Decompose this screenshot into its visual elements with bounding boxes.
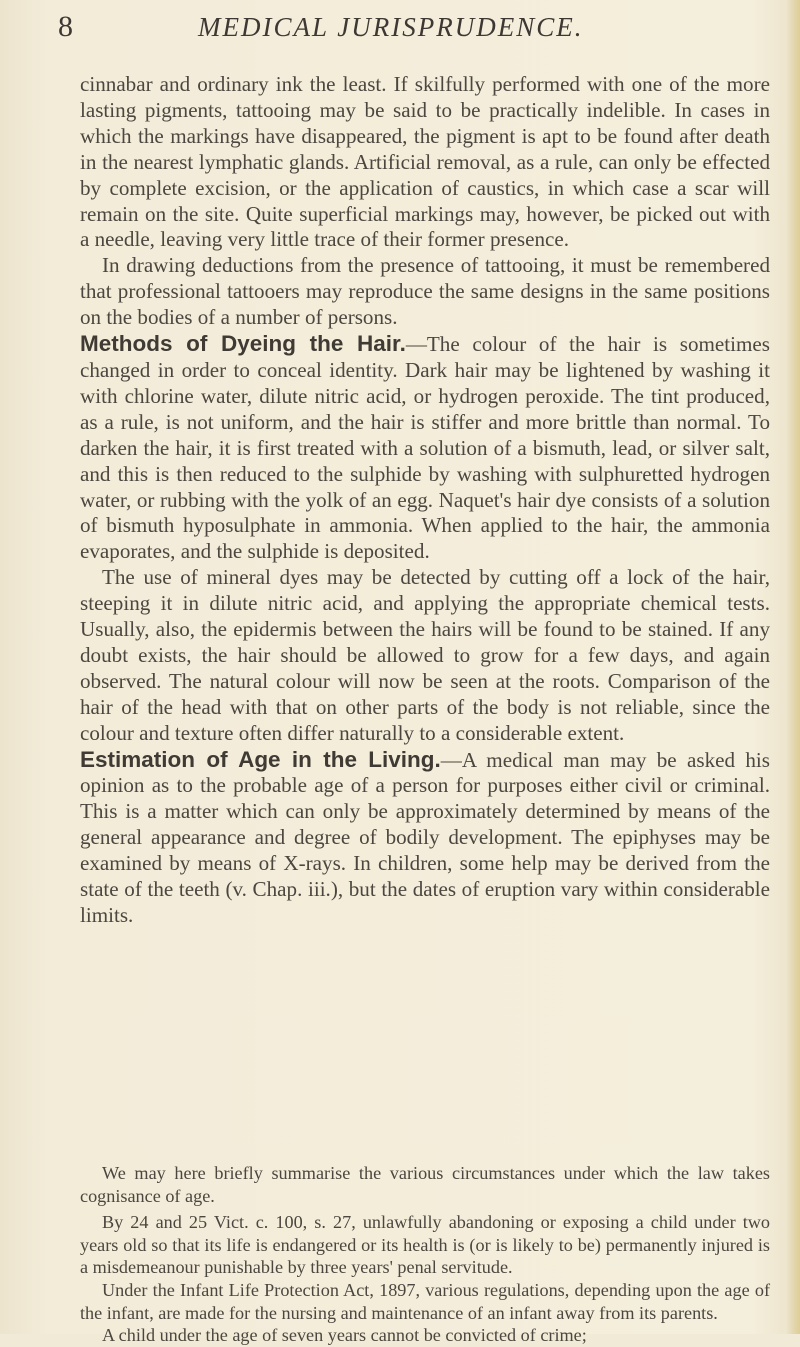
paragraph-age-estimation-text: —A medical man may be asked his opinion as to the probable age of a person for purposes either civil or criminal. This is a matter which can only be approximately determined by means of the general appearance and degree of bodily development. The epiphyses may be examined by means of X-rays. In children, some help may be derived from the state of the teeth (v. Chap. iii.), but the dates of eruption vary within considerable limits. (80, 747, 770, 927)
page-number: 8 (58, 10, 73, 43)
page-header (58, 10, 758, 54)
paragraph-tattoo-deductions: In drawing deductions from the presence of tattooing, it must be remembered that professional tattooers may reproduce the same designs in the same positions on the bodies of a number of persons. (80, 253, 770, 330)
paragraph-hair-dyeing (80, 331, 770, 565)
section-heading-hair-dyeing: Methods of Dyeing the Hair. (80, 331, 406, 357)
paragraph-tattoo-removal: cinnabar and ordinary ink the least. If skilfully performed with one of the more lasting pigments, tattooing may be said to be practically indelible. In cases in which the markings have disappeared, the pigment is apt to be found after death in the nearest lymphatic glands. Artificial removal, as a rule, can only be effected by complete excision, or the application of caustics, in which case a scar will remain on the site. Quite superficial markings may, however, be picked out with a needle, leaving very little trace of their former presence. (80, 72, 770, 252)
running-title: MEDICAL JURISPRUDENCE. (198, 12, 584, 42)
section-heading-age-estimation: Estimation of Age in the Living. (80, 746, 441, 772)
small-print-child-crime: A child under the age of seven years cannot be convicted of crime; (102, 1325, 587, 1346)
small-print-section (80, 1162, 770, 1347)
body-text (80, 72, 770, 929)
paragraph-hair-dyeing-text: —The colour of the hair is sometimes changed in order to conceal identity. Dark hair may be lightened by washing it with chlorine water, dilute nitric acid, or hydrogen peroxide. The tint produced, as a rule, is not uniform, and the hair is stiffer and more brittle than normal. To darken the hair, it is first treated with a solution of a bismuth, lead, or silver salt, and this is then reduced to the sulphide by washing with sulphuretted hydrogen water, or rubbing with the yolk of an egg. Naquet's hair dye consists of a solution of bismuth hyposulphate in ammonia. When applied to the hair, the ammonia evaporates, and the sulphide is deposited. (80, 332, 770, 564)
paragraph-age-estimation (80, 747, 770, 929)
small-print-abandonment: By 24 and 25 Vict. c. 100, s. 27, unlawfully abandoning or exposing a child under two years old so that its life is endangered or its health is (or is likely to be) permanently injured is a misdemeanour punishable by three years' penal servitude. (80, 1212, 770, 1278)
small-print-infant-protection: Under the Infant Life Protection Act, 1897, various regulations, depending upon the age of the infant, are made for the nursing and maintenance of an infant away from its parents. (80, 1279, 770, 1323)
page-edge (786, 0, 800, 1334)
paragraph-mineral-dyes: The use of mineral dyes may be detected by cutting off a lock of the hair, steeping it in dilute nitric acid, and applying the appropriate chemical tests. Usually, also, the epidermis between the hairs will be found to be stained. If any doubt exists, the hair should be allowed to grow for a few days, and again observed. The natural colour will now be seen at the roots. Comparison of the hair of the head with that on other parts of the body is not reliable, since the colour and texture often differ naturally to a considerable extent. (80, 565, 770, 745)
small-print-intro: We may here briefly summarise the various circumstances under which the law takes cognisance of age. (80, 1163, 770, 1206)
